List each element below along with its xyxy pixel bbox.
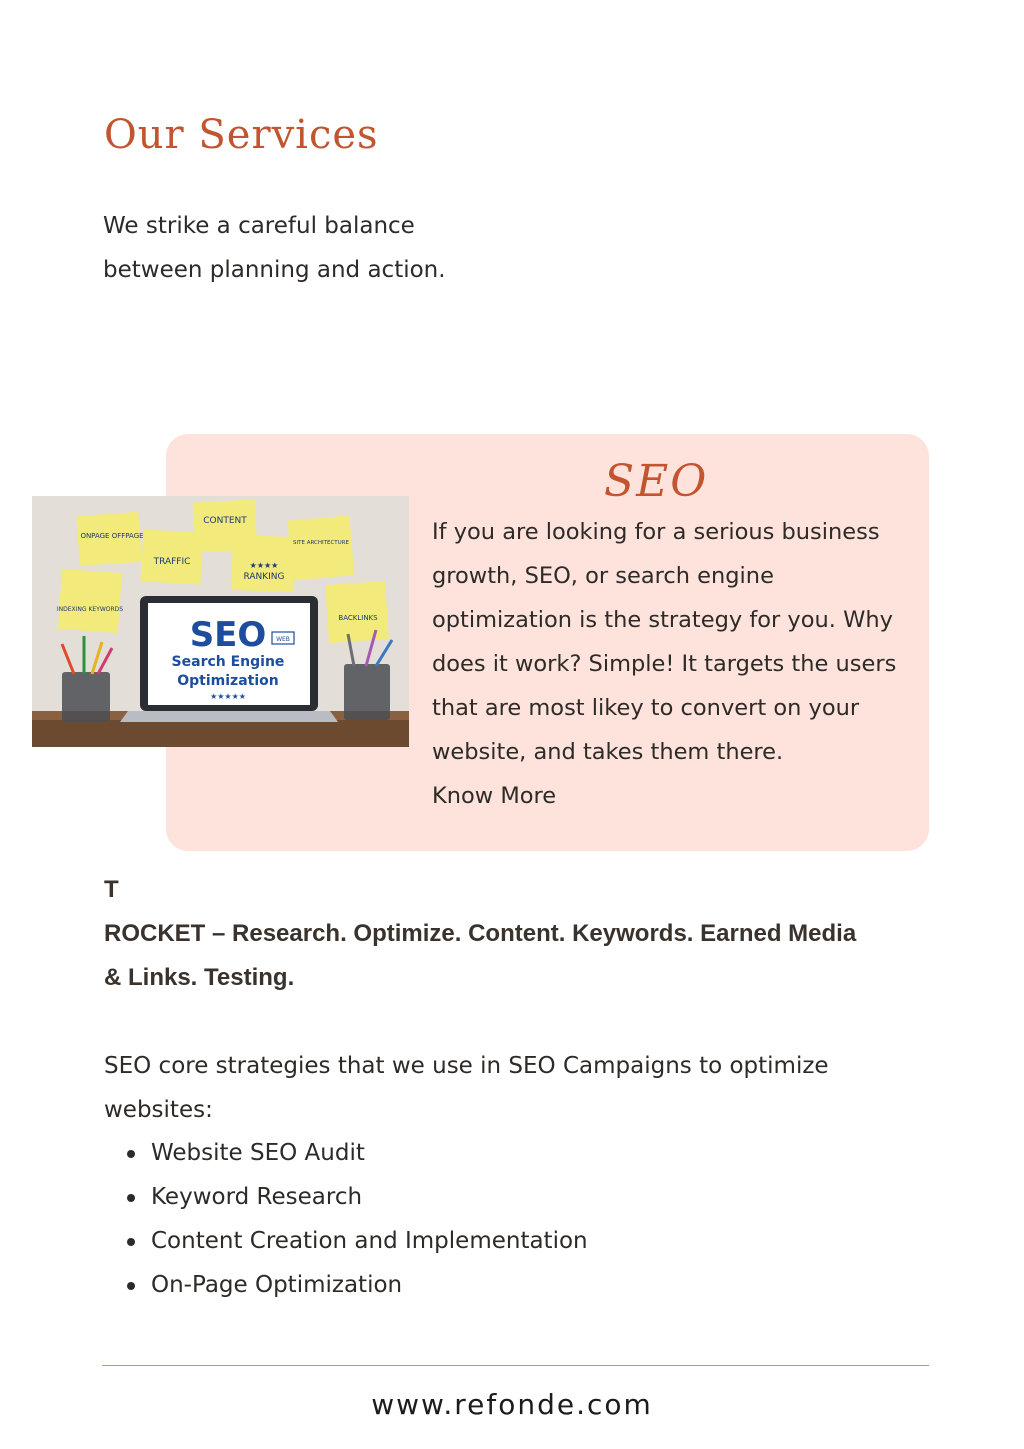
description-line: does it work? Simple! It targets the users xyxy=(432,651,897,677)
intro-line: websites: xyxy=(104,1097,213,1123)
page-subtitle xyxy=(103,204,523,292)
svg-text:SEO: SEO xyxy=(189,615,267,655)
svg-text:WEB: WEB xyxy=(276,636,290,643)
svg-text:INDEXING KEYWORDS: INDEXING KEYWORDS xyxy=(56,606,124,613)
list-item: Content Creation and Implementation xyxy=(104,1219,588,1263)
rocket-line: & Links. Testing. xyxy=(104,964,295,991)
subtitle-line: between planning and action. xyxy=(103,257,446,283)
rocket-line: ROCKET – Research. Optimize. Content. Keywords. Earned Media xyxy=(104,920,857,947)
rocket-acronym xyxy=(104,868,964,1000)
list-item: Keyword Research xyxy=(104,1175,588,1219)
description-line: If you are looking for a serious business xyxy=(432,519,880,545)
description-line: website, and takes them there. xyxy=(432,739,784,765)
seo-description xyxy=(432,510,922,774)
footer-divider xyxy=(102,1365,929,1366)
sticky-note-backlinks xyxy=(325,581,389,643)
sticky-note-indexing xyxy=(57,569,123,633)
svg-text:TRAFFIC: TRAFFIC xyxy=(153,557,191,567)
seo-hero-image xyxy=(32,496,409,747)
svg-text:BACKLINKS: BACKLINKS xyxy=(338,614,378,622)
footer-url[interactable]: www.refonde.com xyxy=(371,1388,653,1421)
intro-line: SEO core strategies that we use in SEO Campaigns to optimize xyxy=(104,1053,829,1079)
strategies-list xyxy=(104,1131,588,1307)
list-item: Website SEO Audit xyxy=(104,1131,588,1175)
sticky-note-traffic xyxy=(141,529,204,584)
laptop xyxy=(120,596,338,722)
description-line: that are most likey to convert on your xyxy=(432,695,860,721)
subtitle-line: We strike a careful balance xyxy=(103,213,415,239)
list-item: On-Page Optimization xyxy=(104,1263,588,1307)
svg-text:★★★★: ★★★★ xyxy=(249,561,279,570)
seo-script-heading: SEO xyxy=(604,456,709,507)
svg-text:Optimization: Optimization xyxy=(177,673,279,689)
svg-text:Search Engine: Search Engine xyxy=(171,654,285,670)
page-title: Our Services xyxy=(104,112,379,158)
rocket-line: T xyxy=(104,876,119,903)
svg-text:★★★★★: ★★★★★ xyxy=(210,692,246,701)
svg-text:CONTENT: CONTENT xyxy=(203,516,247,526)
svg-text:SITE ARCHITECTURE: SITE ARCHITECTURE xyxy=(293,540,349,546)
sticky-note-architecture xyxy=(288,515,355,580)
svg-text:RANKING: RANKING xyxy=(243,572,285,582)
sticky-note-ranking xyxy=(231,535,295,592)
description-line: growth, SEO, or search engine xyxy=(432,563,774,589)
strategies-intro xyxy=(104,1044,944,1132)
know-more-link[interactable]: Know More xyxy=(432,783,557,809)
sticky-note-onpage xyxy=(76,512,143,566)
description-line: optimization is the strategy for you. Why xyxy=(432,607,893,633)
svg-text:ONPAGE OFFPAGE: ONPAGE OFFPAGE xyxy=(80,532,144,540)
